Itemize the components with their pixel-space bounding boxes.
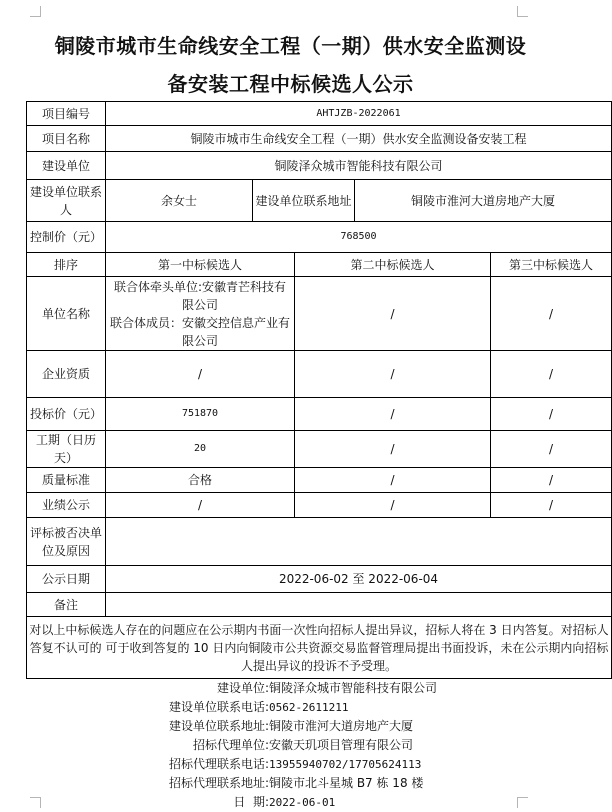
table-row xyxy=(27,593,612,617)
page-title-line-2: 备安装工程中标候选人公示 xyxy=(167,72,414,96)
performance-1: / xyxy=(106,493,295,518)
table-row xyxy=(27,493,612,518)
footer-value: 0562-2611211 xyxy=(269,701,349,714)
crop-mark-top-left xyxy=(30,6,41,17)
cell-label: 单位名称 xyxy=(27,277,106,351)
table-row xyxy=(27,102,612,126)
bid-candidate-table xyxy=(26,101,612,679)
table-row xyxy=(27,468,612,493)
footer-line xyxy=(20,717,561,736)
footer-line xyxy=(20,793,561,812)
table-row xyxy=(27,180,612,222)
cell-label: 建设单位联系地址 xyxy=(253,180,355,222)
footer-label: 日 期: xyxy=(233,795,269,809)
cell-label: 工期（日历天） xyxy=(27,431,106,468)
table-row xyxy=(27,351,612,398)
cell-label: 评标被否决单位及原因 xyxy=(27,518,106,566)
period-2: / xyxy=(295,431,491,468)
cell-label: 建设单位 xyxy=(27,152,106,180)
footer-label: 招标代理单位: xyxy=(192,738,269,752)
quality-1: 合格 xyxy=(106,468,295,493)
footer-value: 铜陵市北斗星城 B7 栋 18 楼 xyxy=(269,776,424,790)
cell-label: 质量标准 xyxy=(27,468,106,493)
builder-address: 铜陵市淮河大道房地产大厦 xyxy=(355,180,612,222)
footer-label: 招标代理联系电话: xyxy=(168,757,269,771)
rejected-units xyxy=(106,518,612,566)
footer-value: 13955940702/17705624113 xyxy=(269,758,422,771)
period-3: / xyxy=(491,431,612,468)
footer-line xyxy=(20,774,561,793)
footer-value: 2022-06-01 xyxy=(269,796,336,809)
unit-name-3: / xyxy=(491,277,612,351)
cell-label: 企业资质 xyxy=(27,351,106,398)
cell-label: 排序 xyxy=(27,253,106,277)
table-row xyxy=(27,152,612,180)
crop-mark-top-right xyxy=(517,6,528,17)
cell-label: 业绩公示 xyxy=(27,493,106,518)
period-1: 20 xyxy=(106,431,295,468)
table-row xyxy=(27,253,612,277)
table-row xyxy=(27,617,612,679)
unit-name-2: / xyxy=(295,277,491,351)
cell-label: 控制价（元） xyxy=(27,222,106,253)
footer-line xyxy=(20,755,561,774)
footer-line xyxy=(20,736,561,755)
bid-price-1: 751870 xyxy=(106,398,295,431)
footer-line xyxy=(20,698,561,717)
remark xyxy=(106,593,612,617)
cell-label: 项目编号 xyxy=(27,102,106,126)
cell-label: 备注 xyxy=(27,593,106,617)
performance-2: / xyxy=(295,493,491,518)
footer-line xyxy=(20,679,561,698)
rank-header-2: 第二中标候选人 xyxy=(295,253,491,277)
table-row xyxy=(27,431,612,468)
cell-label: 公示日期 xyxy=(27,566,106,593)
footer-value: 安徽天玑项目管理有限公司 xyxy=(269,738,414,752)
control-price: 768500 xyxy=(106,222,612,253)
footer-label: 建设单位联系地址: xyxy=(168,719,269,733)
quality-3: / xyxy=(491,468,612,493)
footer-value: 铜陵泽众城市智能科技有限公司 xyxy=(269,681,438,695)
unit-name-1: 联合体牵头单位:安徽青芒科技有限公司 联合体成员：安徽交控信息产业有限公司 xyxy=(106,277,295,351)
footer-contacts xyxy=(20,679,561,812)
cell-label: 建设单位联系人 xyxy=(27,180,106,222)
project-number: AHTJZB-2022061 xyxy=(106,102,612,126)
project-name: 铜陵市城市生命线安全工程（一期）供水安全监测设备安装工程 xyxy=(106,126,612,152)
table-row xyxy=(27,277,612,351)
qualification-3: / xyxy=(491,351,612,398)
footer-value: 铜陵市淮河大道房地产大厦 xyxy=(269,719,414,733)
table-row xyxy=(27,518,612,566)
cell-label: 投标价（元） xyxy=(27,398,106,431)
contact-person: 余女士 xyxy=(106,180,253,222)
footer-label: 招标代理联系地址: xyxy=(168,776,269,790)
qualification-1: / xyxy=(106,351,295,398)
table-row xyxy=(27,398,612,431)
bid-price-2: / xyxy=(295,398,491,431)
table-row xyxy=(27,222,612,253)
publicity-date: 2022-06-02 至 2022-06-04 xyxy=(106,566,612,593)
cell-label: 项目名称 xyxy=(27,126,106,152)
bid-price-3: / xyxy=(491,398,612,431)
page-title-line-1: 铜陵市城市生命线安全工程（一期）供水安全监测设 xyxy=(54,34,527,58)
rank-header-3: 第三中标候选人 xyxy=(491,253,612,277)
footer-label: 建设单位联系电话: xyxy=(168,700,269,714)
objection-notice: 对以上中标候选人存在的问题应在公示期内书面一次性向招标人提出异议，招标人将在 3 日内答复。对招标人答复不认可的 可于收到答复的 10 日内向铜陵市公共资源交易监督管理局提出书面投诉，未在公示期内向招标人提出异议的投诉不予受理。 xyxy=(27,617,612,679)
rank-header-1: 第一中标候选人 xyxy=(106,253,295,277)
table-row xyxy=(27,566,612,593)
footer-label: 建设单位: xyxy=(216,681,269,695)
qualification-2: / xyxy=(295,351,491,398)
quality-2: / xyxy=(295,468,491,493)
table-row xyxy=(27,126,612,152)
performance-3: / xyxy=(491,493,612,518)
builder-name: 铜陵泽众城市智能科技有限公司 xyxy=(106,152,612,180)
